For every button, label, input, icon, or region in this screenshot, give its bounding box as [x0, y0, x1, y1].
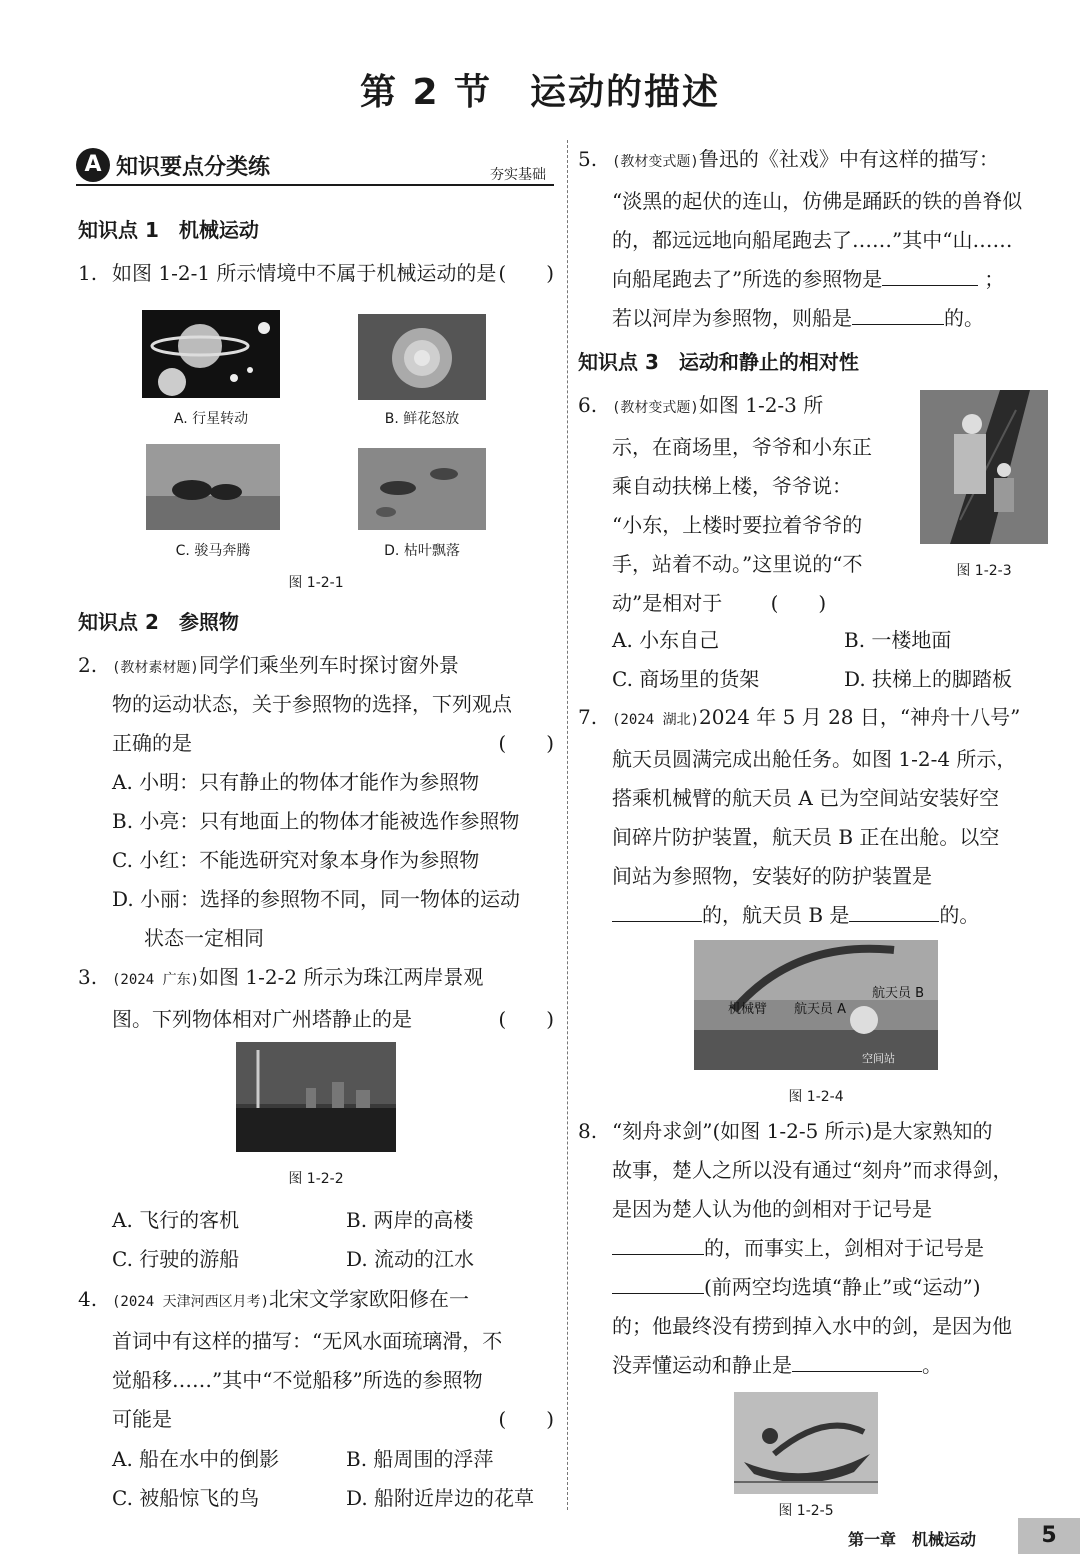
image-label: 空间站: [862, 1052, 895, 1065]
answer-paren: ( ): [498, 1007, 554, 1031]
question-number: 5.: [578, 147, 598, 171]
question-text: “小东，上楼时要拉着爷爷的: [612, 513, 863, 537]
question-7: [578, 698, 1056, 935]
question-number: 3.: [78, 965, 98, 989]
question-6: [578, 386, 918, 623]
option-d: D. 船附近岸边的花草: [346, 1486, 535, 1510]
chapter-footer: 第一章 机械运动: [848, 1530, 977, 1549]
knowledge-point-2: 知识点 2 参照物: [78, 610, 239, 634]
question-text: 觉船移……”其中“不觉船移”所选的参照物: [112, 1368, 483, 1392]
question-text: 搭乘机械臂的航天员 A 已为空间站安装好空: [612, 786, 1000, 810]
figure-label: 图 1-2-4: [788, 1089, 844, 1105]
knowledge-point-3: 知识点 3 运动和静止的相对性: [578, 350, 859, 374]
answer-paren: ( ): [498, 731, 554, 755]
option-c: C. 被船惊飞的鸟: [112, 1486, 260, 1510]
question-text: 是因为楚人认为他的剑相对于记号是: [612, 1197, 932, 1221]
figure-caption-b: B. 鲜花怒放: [384, 411, 460, 427]
boat-image: [734, 1392, 878, 1494]
option-c: C. 小红：不能选研究对象本身作为参照物: [112, 848, 480, 872]
question-text: 如图 1-2-3 所: [698, 393, 824, 417]
question-text: 首词中有这样的描写：“无风水面琉璃滑，不: [112, 1329, 503, 1353]
question-number: 4.: [78, 1287, 98, 1311]
image-label: 航天员 A: [794, 1002, 847, 1017]
question-text: 向船尾跑去了”所选的参照物是: [612, 267, 883, 291]
question-8: [578, 1112, 1056, 1385]
question-text: 鲁迅的《社戏》中有这样的描写：: [698, 147, 999, 171]
question-text: 故事，楚人之所以没有通过“刻舟”而求得剑，: [612, 1158, 1013, 1182]
figure-label: 图 1-2-2: [288, 1171, 344, 1187]
section-underline: [76, 184, 554, 186]
falling-leaves-icon: [358, 448, 486, 530]
figure-label: 图 1-2-3: [956, 563, 1012, 579]
question-text: 动”是相对于: [612, 591, 723, 615]
page-number: 5: [1018, 1518, 1080, 1554]
space-station-image: [694, 940, 938, 1070]
question-text: 的。: [944, 306, 984, 330]
option-d: D. 扶梯上的脚踏板: [844, 667, 1013, 691]
rose-image: [358, 314, 486, 400]
option-d-continued: 状态一定相同: [144, 926, 264, 950]
answer-blank[interactable]: [852, 302, 944, 325]
question-text: 航天员圆满完成出舱任务。如图 1-2-4 所示，: [612, 747, 1017, 771]
answer-blank[interactable]: [882, 263, 978, 286]
question-text: 没弄懂运动和静止是: [612, 1353, 792, 1377]
question-5: [578, 140, 1056, 338]
page-title: 第 2 节 运动的描述: [359, 72, 721, 113]
question-source-tag: (教材素材题): [112, 660, 199, 676]
question-text: 的，都远远地向船尾跑去了……”其中“山……: [612, 228, 1013, 252]
answer-paren: ( ): [498, 261, 554, 285]
answer-blank[interactable]: [612, 899, 702, 922]
question-source-tag: (教材变式题): [612, 154, 699, 170]
answer-paren: ( ): [498, 1407, 554, 1431]
option-d: D. 流动的江水: [346, 1247, 475, 1271]
question-text: 的，而事实上，剑相对于记号是: [704, 1236, 984, 1260]
question-text: 间碎片防护装置，航天员 B 正在出舱。以空: [612, 825, 1000, 849]
question-text: 的，航天员 B 是: [702, 903, 850, 927]
answer-blank[interactable]: [849, 899, 939, 922]
question-text: 示，在商场里，爷爷和小东正: [612, 435, 872, 459]
section-badge-icon: A: [76, 148, 110, 182]
question-source-tag: (2024 天津河西区月考): [112, 1294, 270, 1310]
question-source-tag: (教材变式题): [612, 400, 699, 416]
pearl-river-image: [236, 1042, 396, 1152]
question-text: 正确的是: [112, 731, 192, 755]
question-text: 乘自动扶梯上楼，爷爷说：: [612, 474, 852, 498]
question-1: [78, 254, 554, 293]
rose-icon: [358, 314, 486, 400]
horses-icon: [146, 444, 280, 530]
figure-label: 图 1-2-5: [778, 1503, 834, 1519]
knowledge-point-1: 知识点 1 机械运动: [78, 218, 259, 242]
answer-blank[interactable]: [612, 1271, 704, 1294]
question-text: 手，站着不动。”这里说的“不: [612, 552, 863, 576]
column-divider: [567, 140, 568, 1510]
question-text: 北宋文学家欧阳修在一: [269, 1287, 470, 1311]
figure-caption-a: A. 行星转动: [173, 411, 249, 427]
figure-caption-d: D. 枯叶飘落: [384, 543, 460, 559]
question-text: (前两空均选填“静止”或“运动”): [704, 1275, 981, 1299]
section-banner: [76, 146, 554, 188]
option-b: B. 一楼地面: [844, 628, 952, 652]
option-a: A. 小东自己: [612, 628, 720, 652]
figure-label: 图 1-2-1: [288, 575, 344, 591]
figure-caption-c: C. 骏马奔腾: [175, 543, 251, 559]
question-text: 可能是: [112, 1407, 172, 1431]
option-b: B. 两岸的高楼: [346, 1208, 474, 1232]
falling-leaves-image: [358, 448, 486, 530]
question-text: 同学们乘坐列车时探讨窗外景: [198, 653, 459, 677]
question-text: 如图 1-2-1 所示情境中不属于机械运动的是: [112, 261, 497, 285]
answer-blank[interactable]: [792, 1349, 922, 1372]
city-skyline-icon: [236, 1042, 396, 1152]
escalator-icon: [920, 390, 1048, 544]
option-d: D. 小丽：选择的参照物不同，同一物体的运动: [112, 887, 521, 911]
option-c: C. 行驶的游船: [112, 1247, 240, 1271]
option-a: A. 小明：只有静止的物体才能作为参照物: [112, 770, 480, 794]
answer-blank[interactable]: [612, 1232, 704, 1255]
option-c: C. 商场里的货架: [612, 667, 760, 691]
question-text: 物的运动状态，关于参照物的选择，下列观点: [112, 692, 512, 716]
image-label: 机械臂: [728, 1002, 768, 1017]
section-title: 知识要点分类练: [116, 155, 271, 180]
question-number: 2.: [78, 653, 98, 677]
question-text: 2024 年 5 月 28 日，“神舟十八号”: [699, 705, 1021, 729]
image-label: 航天员 B: [872, 986, 925, 1001]
question-number: 7.: [578, 705, 598, 729]
question-number: 8.: [578, 1119, 598, 1143]
question-3: [78, 958, 554, 1039]
question-number: 1.: [78, 261, 98, 285]
question-text: 的。: [939, 903, 980, 927]
question-text: “淡黑的起伏的连山，仿佛是踊跃的铁的兽脊似: [612, 189, 1023, 213]
question-2: [78, 646, 554, 958]
option-a: A. 船在水中的倒影: [112, 1447, 280, 1471]
option-a: A. 飞行的客机: [112, 1208, 240, 1232]
question-source-tag: (2024 广东): [112, 972, 200, 988]
question-number: 6.: [578, 393, 598, 417]
question-4: [78, 1280, 554, 1439]
section-tag: 夯实基础: [490, 167, 546, 183]
option-b: B. 船周围的浮萍: [346, 1447, 494, 1471]
question-text: 图。下列物体相对广州塔静止的是: [112, 1007, 412, 1031]
question-source-tag: (2024 湖北): [612, 712, 700, 728]
question-text: 如图 1-2-2 所示为珠江两岸景观: [199, 965, 484, 989]
punctuation: ；: [984, 267, 1005, 291]
boat-sketch-icon: [734, 1392, 878, 1494]
question-text: 的；他最终没有捞到掉入水中的剑，是因为他: [612, 1314, 1012, 1338]
planets-image: [142, 310, 280, 398]
horses-image: [146, 444, 280, 530]
option-b: B. 小亮：只有地面上的物体才能被选作参照物: [112, 809, 520, 833]
planets-icon: [142, 310, 280, 398]
escalator-image: [920, 390, 1048, 544]
question-text: “刻舟求剑”(如图 1-2-5 所示)是大家熟知的: [612, 1119, 993, 1143]
answer-paren: ( ): [770, 591, 827, 615]
question-text: 间站为参照物，安装好的防护装置是: [612, 864, 932, 888]
question-text: 若以河岸为参照物，则船是: [612, 306, 852, 330]
question-text: 。: [922, 1353, 942, 1377]
